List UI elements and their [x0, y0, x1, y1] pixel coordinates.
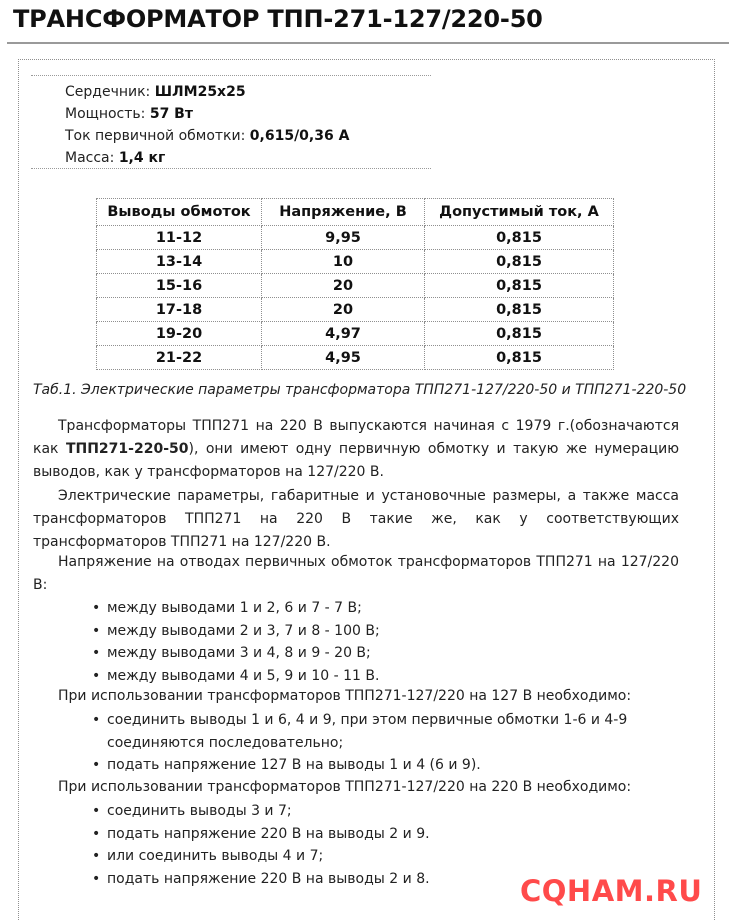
table-cell: 10 — [262, 250, 425, 274]
table-cell: 17-18 — [97, 298, 262, 322]
list-item: • между выводами 3 и 4, 8 и 9 - 20 В; — [92, 645, 371, 662]
table-row — [97, 226, 614, 250]
table-cell: 19-20 — [97, 322, 262, 346]
specs-top-divider — [31, 75, 431, 76]
list-item: • между выводами 4 и 5, 9 и 10 - 11 В. — [92, 667, 380, 684]
site-watermark-logo: CQHAM.RU — [520, 874, 703, 908]
list-item: • между выводами 2 и 3, 7 и 8 - 100 В; — [92, 622, 380, 639]
table-row — [97, 274, 614, 298]
list-item: • подать напряжение 220 В на выводы 2 и 9. — [92, 825, 430, 842]
table-caption: Таб.1. Электрические параметры трансформатора ТПП271-127/220-50 и ТПП271-220-50 — [33, 382, 687, 398]
list-item: • соединить выводы 3 и 7; — [92, 803, 292, 819]
table-cell: 4,97 — [262, 322, 425, 346]
table-cell: 15-16 — [97, 274, 262, 298]
specs-bottom-divider — [31, 168, 431, 169]
table-row — [97, 322, 614, 346]
spec-power: Мощность: 57 Вт — [65, 106, 193, 122]
title-divider — [7, 42, 729, 44]
table-cell: 0,815 — [425, 226, 614, 250]
table-row — [97, 346, 614, 370]
table-cell: 0,815 — [425, 322, 614, 346]
table-cell: 4,95 — [262, 346, 425, 370]
specs-block — [65, 81, 349, 169]
model-name: ТПП271-220-50 — [65, 441, 189, 457]
table-row — [97, 298, 614, 322]
table-cell: 13-14 — [97, 250, 262, 274]
paragraph-3: Напряжение на отводах первичных обмоток трансформаторов ТПП271 на 127/220 В: — [33, 554, 679, 593]
table-cell: 0,815 — [425, 274, 614, 298]
spec-core: Сердечник: ШЛМ25х25 — [65, 84, 246, 100]
paragraph-1: Трансформаторы ТПП271 на 220 В выпускаются начиная с 1979 г.(обозначаются как ТПП271-220-50), они имеют одну первичную обмотку и такую же нумерацию выводов, как у трансформаторов на 127/220 В. — [33, 418, 679, 480]
list-127v — [82, 709, 672, 777]
params-table — [96, 198, 614, 370]
list-item: • между выводами 1 и 2, 6 и 7 - 7 В; — [92, 600, 362, 616]
table-cell: 21-22 — [97, 346, 262, 370]
table-header-cell: Выводы обмоток — [97, 199, 262, 226]
paragraph-4: При использовании трансформаторов ТПП271-127/220 на 127 В необходимо: — [58, 688, 632, 704]
taps-list — [82, 597, 672, 687]
spec-mass: Масса: 1,4 кг — [65, 150, 166, 166]
table-header-cell: Напряжение, В — [262, 199, 425, 226]
list-item: • подать напряжение 127 В на выводы 1 и 4 (6 и 9). — [92, 757, 481, 774]
table-cell: 0,815 — [425, 346, 614, 370]
list-item: • подать напряжение 220 В на выводы 2 и 8. — [92, 870, 430, 887]
list-item: • соединить выводы 1 и 6, 4 и 9, при этом первичные обмотки 1-6 и 4-9 соединяются последовательно; — [92, 712, 628, 751]
table-cell: 11-12 — [97, 226, 262, 250]
table-cell: 20 — [262, 274, 425, 298]
page-title: ТРАНСФОРМАТОР ТПП-271-127/220-50 — [13, 5, 543, 33]
table-row — [97, 250, 614, 274]
table-cell: 20 — [262, 298, 425, 322]
table-header-row — [97, 199, 614, 226]
paragraph-5: При использовании трансформаторов ТПП271-127/220 на 220 В необходимо: — [58, 779, 632, 795]
table-cell: 0,815 — [425, 250, 614, 274]
paragraph-2: Электрические параметры, габаритные и установочные размеры, а также масса трансформаторов ТПП271 на 220 В такие же, как у соответствующих трансформаторов ТПП271 на 127/220 В. — [33, 488, 679, 550]
table-header-cell: Допустимый ток, А — [425, 199, 614, 226]
table-cell: 9,95 — [262, 226, 425, 250]
list-item: • или соединить выводы 4 и 7; — [92, 848, 324, 865]
table-cell: 0,815 — [425, 298, 614, 322]
spec-current: Ток первичной обмотки: 0,615/0,36 А — [65, 128, 350, 144]
